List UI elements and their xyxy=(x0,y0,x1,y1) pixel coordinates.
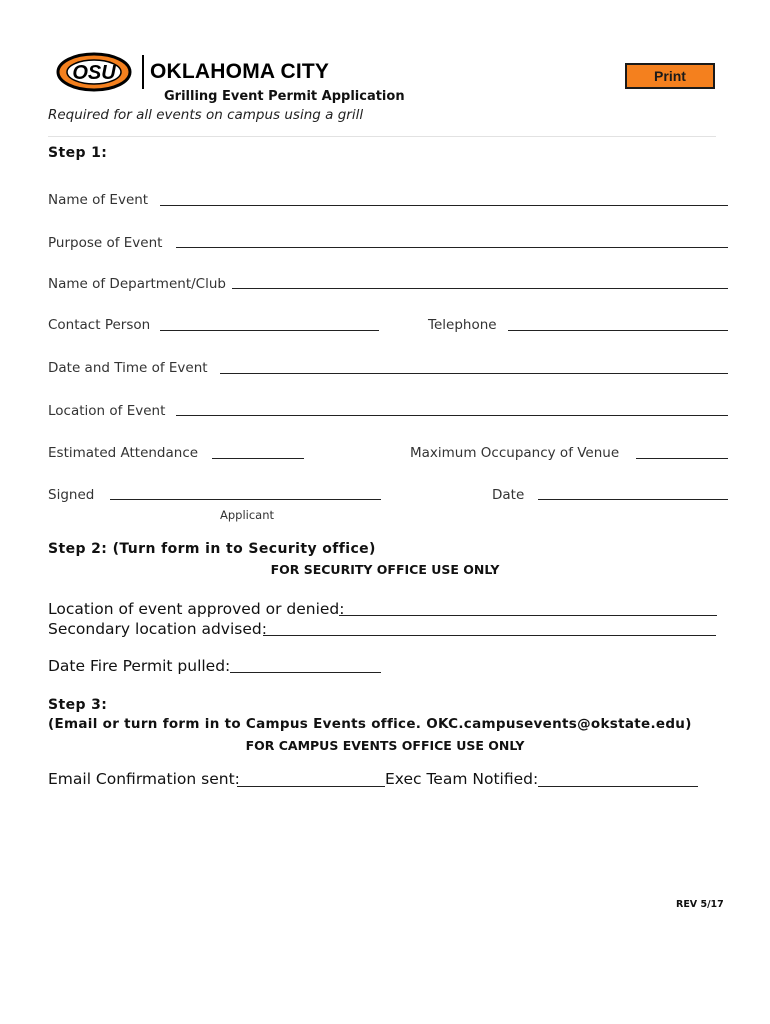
max-occupancy-field[interactable] xyxy=(636,458,728,459)
approved-denied-label: Location of event approved or denied: xyxy=(48,600,345,618)
osu-logo xyxy=(54,50,134,94)
step3-instruction: (Email or turn form in to Campus Events office. OKC.campusevents@okstate.edu) xyxy=(48,716,692,732)
print-button[interactable]: Print xyxy=(625,63,715,89)
form-subtitle: Required for all events on campus using a grill xyxy=(48,107,364,123)
header-divider xyxy=(48,136,716,137)
contact-person-label: Contact Person xyxy=(48,317,151,333)
exec-team-field[interactable] xyxy=(538,786,698,787)
step1-heading: Step 1: xyxy=(48,145,108,161)
email-confirmation-field[interactable] xyxy=(237,786,385,787)
form-title: Grilling Event Permit Application xyxy=(164,89,405,104)
event-name-label: Name of Event xyxy=(48,192,149,208)
applicant-caption: Applicant xyxy=(220,508,275,522)
max-occupancy-label: Maximum Occupancy of Venue xyxy=(410,445,620,461)
location-field[interactable] xyxy=(176,415,728,416)
fire-permit-field[interactable] xyxy=(230,672,381,673)
fire-permit-label: Date Fire Permit pulled: xyxy=(48,657,231,675)
location-label: Location of Event xyxy=(48,403,166,419)
email-confirmation-label: Email Confirmation sent: xyxy=(48,770,240,788)
date-label: Date xyxy=(492,487,525,503)
date-time-label: Date and Time of Event xyxy=(48,360,208,376)
department-field[interactable] xyxy=(232,288,728,289)
step3-heading: Step 3: xyxy=(48,697,108,713)
revision-label: REV 5/17 xyxy=(676,899,724,910)
date-time-field[interactable] xyxy=(220,373,728,374)
secondary-location-field[interactable] xyxy=(263,635,716,636)
exec-team-label: Exec Team Notified: xyxy=(385,770,539,788)
purpose-label: Purpose of Event xyxy=(48,235,163,251)
event-name-field[interactable] xyxy=(160,205,728,206)
step2-heading: Step 2: (Turn form in to Security office) xyxy=(48,541,376,557)
brand-divider xyxy=(142,55,144,89)
signature-field[interactable] xyxy=(110,499,381,500)
date-field[interactable] xyxy=(538,499,728,500)
attendance-field[interactable] xyxy=(212,458,304,459)
signed-label: Signed xyxy=(48,487,95,503)
purpose-field[interactable] xyxy=(176,247,728,248)
security-office-note: FOR SECURITY OFFICE USE ONLY xyxy=(270,562,500,577)
campus-events-office-note: FOR CAMPUS EVENTS OFFICE USE ONLY xyxy=(245,738,525,753)
attendance-label: Estimated Attendance xyxy=(48,445,199,461)
approved-denied-field[interactable] xyxy=(339,615,717,616)
telephone-field[interactable] xyxy=(508,330,728,331)
logo-text: OSU xyxy=(72,62,116,84)
department-label: Name of Department/Club xyxy=(48,276,226,292)
contact-person-field[interactable] xyxy=(160,330,379,331)
telephone-label: Telephone xyxy=(428,317,497,333)
secondary-location-label: Secondary location advised: xyxy=(48,620,267,638)
campus-name: OKLAHOMA CITY xyxy=(150,60,330,83)
